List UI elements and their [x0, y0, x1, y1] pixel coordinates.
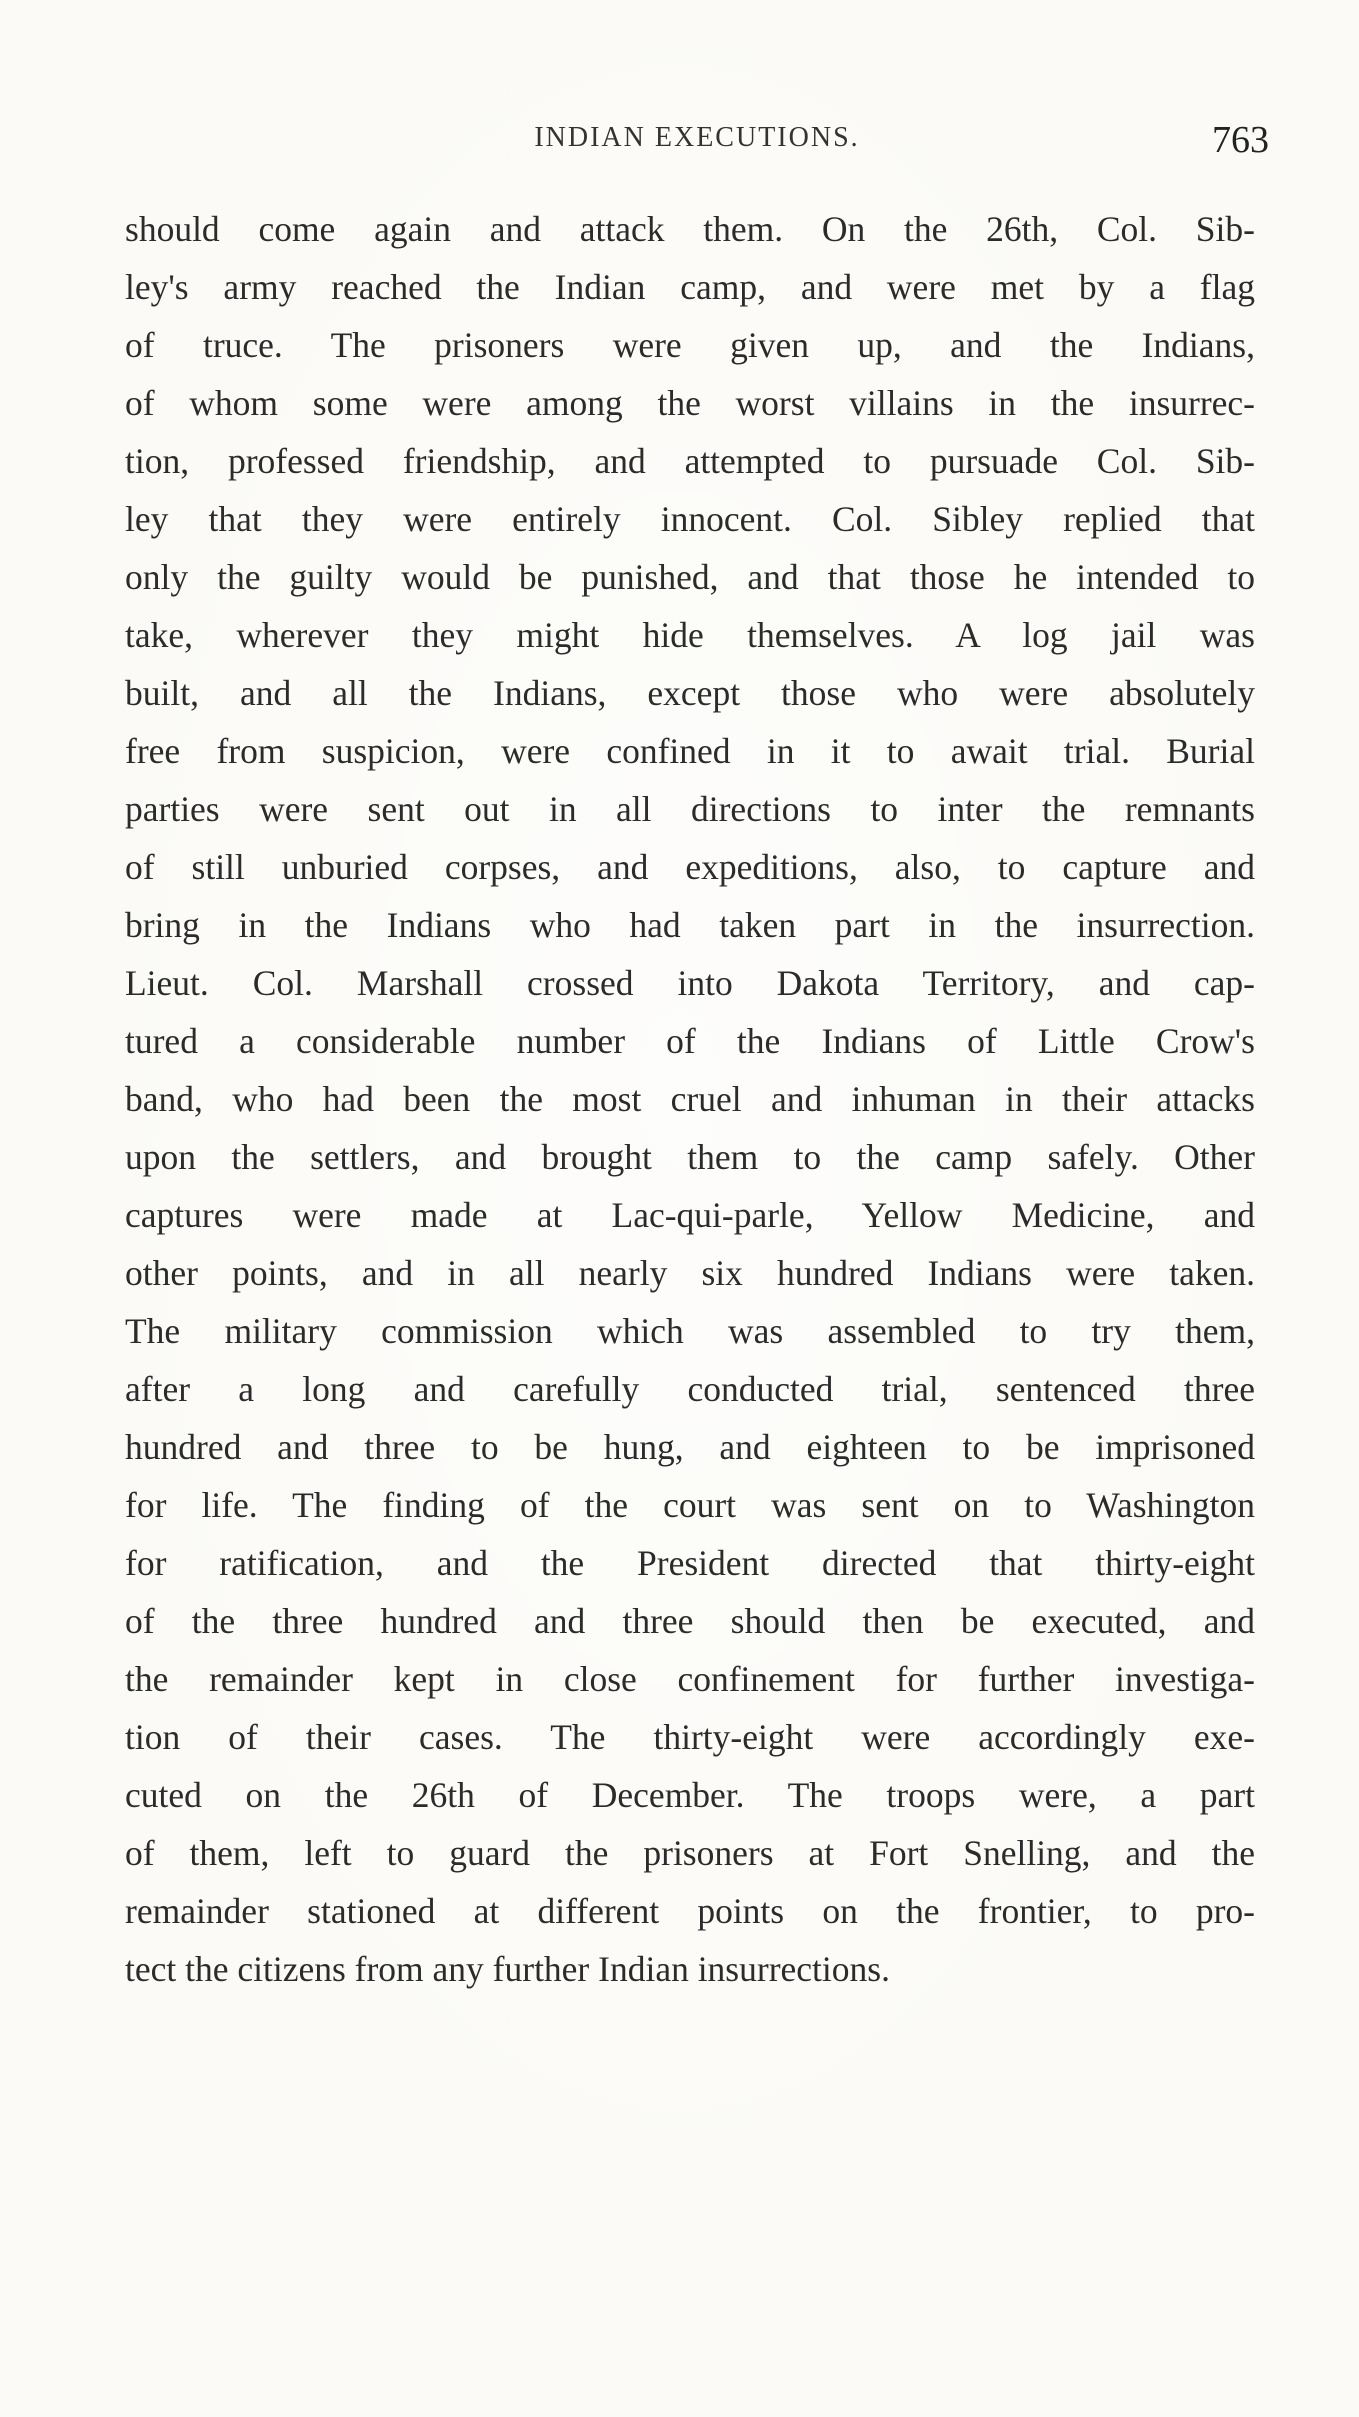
text-line: should come again and attack them. On the 26th, Col. Sib- — [125, 209, 1255, 249]
text-line: for life. The finding of the court was sent on to Washington — [125, 1485, 1255, 1525]
text-line: parties were sent out in all directions to inter the remnants — [125, 789, 1255, 829]
text-line: after a long and carefully conducted trial, sentenced three — [125, 1369, 1255, 1409]
text-line: built, and all the Indians, except those who were absolutely — [125, 673, 1255, 713]
text-line: cuted on the 26th of December. The troops were, a part — [125, 1775, 1255, 1815]
text-line: hundred and three to be hung, and eighteen to be imprisoned — [125, 1427, 1255, 1467]
text-line: captures were made at Lac-qui-parle, Yellow Medicine, and — [125, 1195, 1255, 1235]
text-line: of the three hundred and three should then be executed, and — [125, 1601, 1255, 1641]
text-line: tured a considerable number of the Indians of Little Crow's — [125, 1021, 1255, 1061]
text-line: band, who had been the most cruel and inhuman in their attacks — [125, 1079, 1255, 1119]
text-line: for ratification, and the President directed that thirty-eight — [125, 1543, 1255, 1583]
text-line: only the guilty would be punished, and that those he intended to — [125, 557, 1255, 597]
running-title: INDIAN EXECUTIONS. — [534, 122, 860, 153]
text-line: tion of their cases. The thirty-eight were accordingly exe- — [125, 1717, 1255, 1757]
text-line: other points, and in all nearly six hundred Indians were taken. — [125, 1253, 1255, 1293]
text-line: upon the settlers, and brought them to the camp safely. Other — [125, 1137, 1255, 1177]
page-number: 763 — [1212, 119, 1269, 161]
text-line: of them, left to guard the prisoners at Fort Snelling, and the — [125, 1833, 1255, 1873]
text-line: remainder stationed at different points on the frontier, to pro- — [125, 1891, 1255, 1931]
text-line: of whom some were among the worst villains in the insurrec- — [125, 383, 1255, 423]
text-line: the remainder kept in close confinement for further investiga- — [125, 1659, 1255, 1699]
text-line: take, wherever they might hide themselves. A log jail was — [125, 615, 1255, 655]
running-head — [125, 118, 1269, 168]
text-line-last: tect the citizens from any further Indian insurrections. — [125, 1949, 890, 1989]
text-line: of still unburied corpses, and expeditions, also, to capture and — [125, 847, 1255, 887]
text-line: free from suspicion, were confined in it to await trial. Burial — [125, 731, 1255, 771]
body-paragraph — [125, 200, 1255, 1998]
text-line: of truce. The prisoners were given up, and the Indians, — [125, 325, 1255, 365]
text-line: bring in the Indians who had taken part in the insurrection. — [125, 905, 1255, 945]
text-line: tion, professed friendship, and attempted to pursuade Col. Sib- — [125, 441, 1255, 481]
text-line: Lieut. Col. Marshall crossed into Dakota Territory, and cap- — [125, 963, 1255, 1003]
text-line: ley's army reached the Indian camp, and were met by a flag — [125, 267, 1255, 307]
text-line: The military commission which was assembled to try them, — [125, 1311, 1255, 1351]
text-line: ley that they were entirely innocent. Col. Sibley replied that — [125, 499, 1255, 539]
